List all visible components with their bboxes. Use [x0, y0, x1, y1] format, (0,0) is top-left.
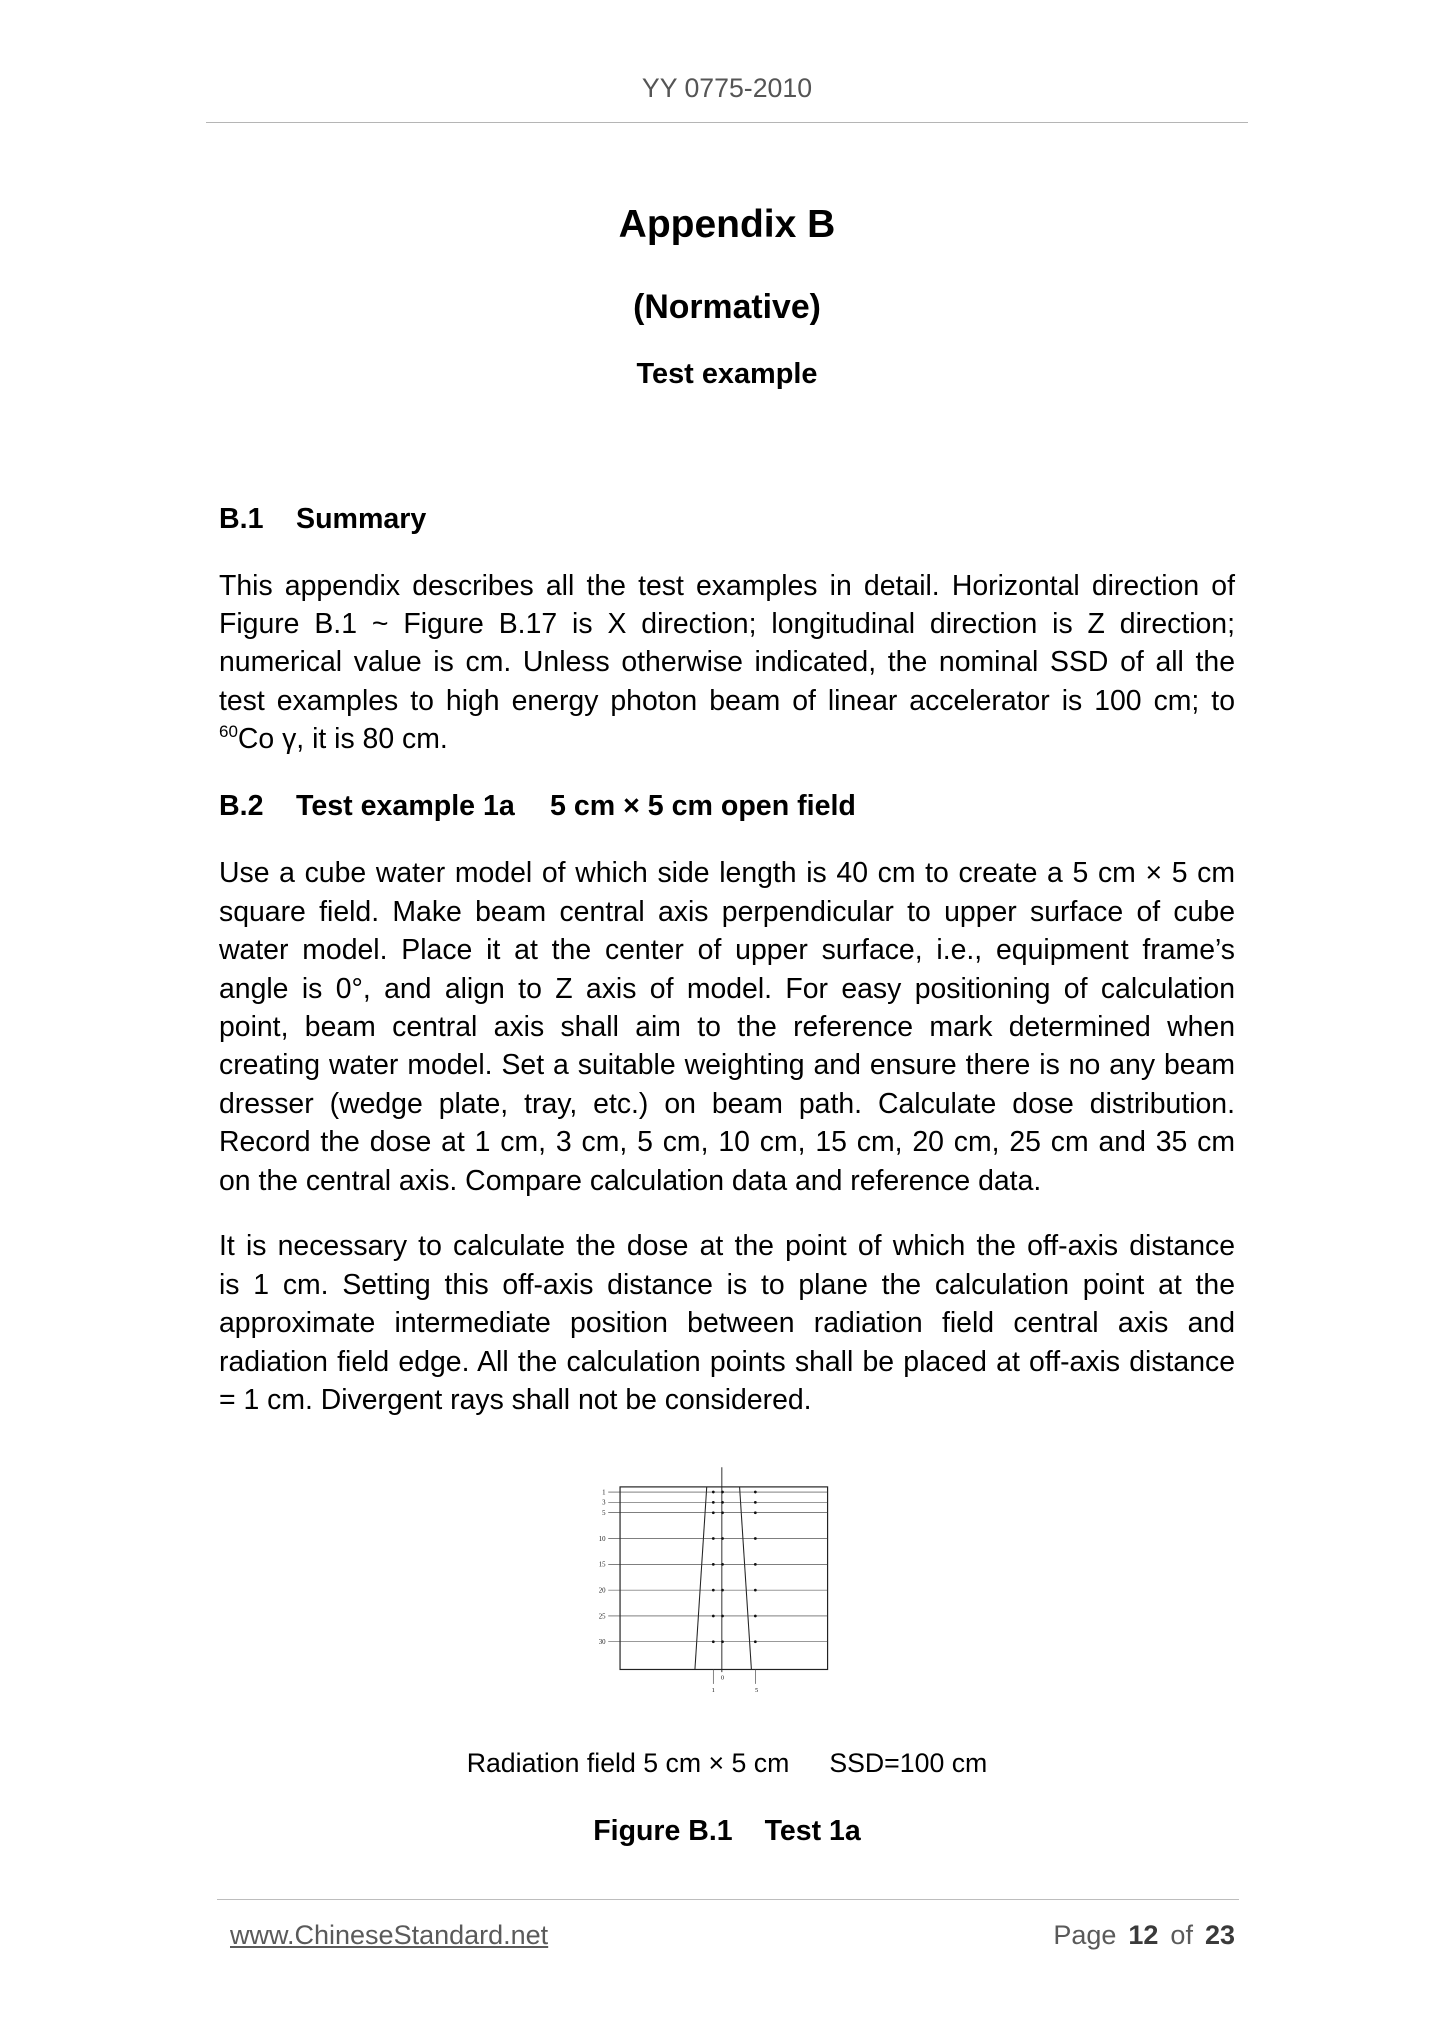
- calculation-point: [721, 1511, 724, 1514]
- figure-number: Figure B.1: [593, 1815, 733, 1847]
- section-subtitle: 5 cm × 5 cm open field: [550, 790, 856, 823]
- calculation-point: [721, 1563, 724, 1566]
- calculation-point: [712, 1563, 715, 1566]
- current-page: 12: [1128, 1920, 1159, 1950]
- page-indicator: [1053, 1918, 1235, 1952]
- standard-code-header: YY 0775-2010: [641, 73, 813, 103]
- text-line: It is necessary to calculate the dose at the point of which the off-axis distance: [219, 1230, 1235, 1263]
- caption-ssd: SSD=100 cm: [829, 1748, 988, 1778]
- diagram-content: [599, 1467, 828, 1694]
- text-line: [219, 720, 1235, 758]
- summary-paragraph: [219, 567, 1235, 759]
- off-axis-paragraph: [219, 1227, 1235, 1419]
- calculation-point: [712, 1491, 715, 1494]
- section-heading-b2: [0, 787, 1445, 826]
- beam-left-edge: [695, 1487, 707, 1670]
- total-pages: 23: [1204, 1920, 1235, 1950]
- calculation-point: [721, 1589, 724, 1592]
- text-line: is 1 cm. Setting this off-axis distance is to plane the calculation point at the: [219, 1268, 1235, 1301]
- calculation-point: [754, 1537, 757, 1540]
- text-line: angle is 0°, and align to Z axis of model. For easy positioning of calculation: [219, 972, 1235, 1005]
- text-line: radiation field edge. All the calculation points shall be placed at off-axis distance: [219, 1345, 1235, 1378]
- depth-label: 15: [598, 1561, 606, 1569]
- appendix-title: Appendix B: [618, 203, 836, 246]
- text-line: Use a cube water model of which side length is 40 cm to create a 5 cm × 5 cm: [219, 857, 1235, 890]
- figure-name: Test 1a: [764, 1815, 861, 1847]
- calculation-point: [712, 1589, 715, 1592]
- calculation-point: [712, 1537, 715, 1540]
- calculation-point: [712, 1640, 715, 1643]
- caption-field-size: Radiation field 5 cm × 5 cm: [466, 1748, 790, 1778]
- text-line: water model. Place it at the center of upper surface, i.e., equipment frame’s: [219, 934, 1235, 967]
- text-line: creating water model. Set a suitable weighting and ensure there is no any beam: [219, 1049, 1235, 1082]
- calculation-point: [721, 1501, 724, 1504]
- off-axis-label: 0: [720, 1674, 725, 1682]
- section-heading-b1: [0, 500, 1445, 539]
- text-line: numerical value is cm. Unless otherwise indicated, the nominal SSD of all the: [219, 646, 1235, 679]
- depth-label: 3: [602, 1499, 606, 1507]
- calculation-point: [721, 1640, 724, 1643]
- calculation-point: [754, 1491, 757, 1494]
- appendix-subtitle: Test example: [636, 358, 818, 390]
- calculation-point: [712, 1511, 715, 1514]
- header-divider: [206, 122, 1248, 123]
- beam-right-edge: [740, 1487, 752, 1670]
- section-title: Summary: [296, 502, 427, 535]
- figure-caption: [219, 1745, 1235, 1781]
- calculation-point: [754, 1589, 757, 1592]
- calculation-point: [721, 1491, 724, 1494]
- page-label: Page: [1053, 1920, 1117, 1950]
- text-line: on the central axis. Compare calculation data and reference data.: [219, 1164, 1042, 1197]
- footer-divider: [217, 1899, 1239, 1900]
- calculation-point: [712, 1501, 715, 1504]
- text-line: dresser (wedge plate, tray, etc.) on beam path. Calculate dose distribution.: [219, 1087, 1235, 1120]
- off-axis-label: 1: [711, 1686, 715, 1694]
- depth-label: 20: [598, 1587, 606, 1595]
- calculation-point: [754, 1501, 757, 1504]
- text-line-rest: Co γ, it is 80 cm.: [237, 723, 448, 756]
- test-procedure-paragraph: [219, 854, 1235, 1200]
- appendix-type: (Normative): [633, 288, 821, 326]
- section-number: B.2: [219, 790, 264, 823]
- calculation-point: [712, 1615, 715, 1618]
- text-line: Figure B.1 ~ Figure B.17 is X direction; longitudinal direction is Z direction;: [219, 608, 1235, 641]
- website-link[interactable]: www.ChineseStandard.net: [230, 1920, 549, 1950]
- text-line: square field. Make beam central axis perpendicular to upper surface of cube: [219, 895, 1235, 928]
- depth-label: 1: [602, 1489, 606, 1497]
- superscript-mass-number: 60: [219, 722, 238, 742]
- section-title: Test example 1a: [296, 790, 515, 823]
- depth-label: 25: [598, 1613, 606, 1621]
- depth-label: 5: [602, 1510, 606, 1518]
- text-line: This appendix describes all the test examples in detail. Horizontal direction of: [219, 569, 1235, 602]
- text-line: point, beam central axis shall aim to the reference mark determined when: [219, 1011, 1235, 1044]
- calculation-point: [721, 1537, 724, 1540]
- text-line: test examples to high energy photon beam of linear accelerator is 100 cm; to: [219, 684, 1235, 717]
- calculation-point: [754, 1511, 757, 1514]
- text-line: approximate intermediate position between radiation field central axis and: [219, 1307, 1235, 1340]
- calculation-point: [754, 1640, 757, 1643]
- depth-label: 30: [598, 1639, 606, 1647]
- text-line: = 1 cm. Divergent rays shall not be considered.: [219, 1384, 812, 1417]
- calculation-point: [754, 1563, 757, 1566]
- section-number: B.1: [219, 502, 264, 535]
- off-axis-label: 5: [755, 1686, 759, 1694]
- water-phantom-diagram: [578, 1458, 867, 1701]
- of-label: of: [1170, 1920, 1193, 1950]
- figure-title: [219, 1812, 1235, 1850]
- calculation-point: [721, 1615, 724, 1618]
- text-line: Record the dose at 1 cm, 3 cm, 5 cm, 10 cm, 15 cm, 20 cm, 25 cm and 35 cm: [219, 1126, 1235, 1159]
- calculation-point: [754, 1615, 757, 1618]
- depth-label: 10: [598, 1535, 606, 1543]
